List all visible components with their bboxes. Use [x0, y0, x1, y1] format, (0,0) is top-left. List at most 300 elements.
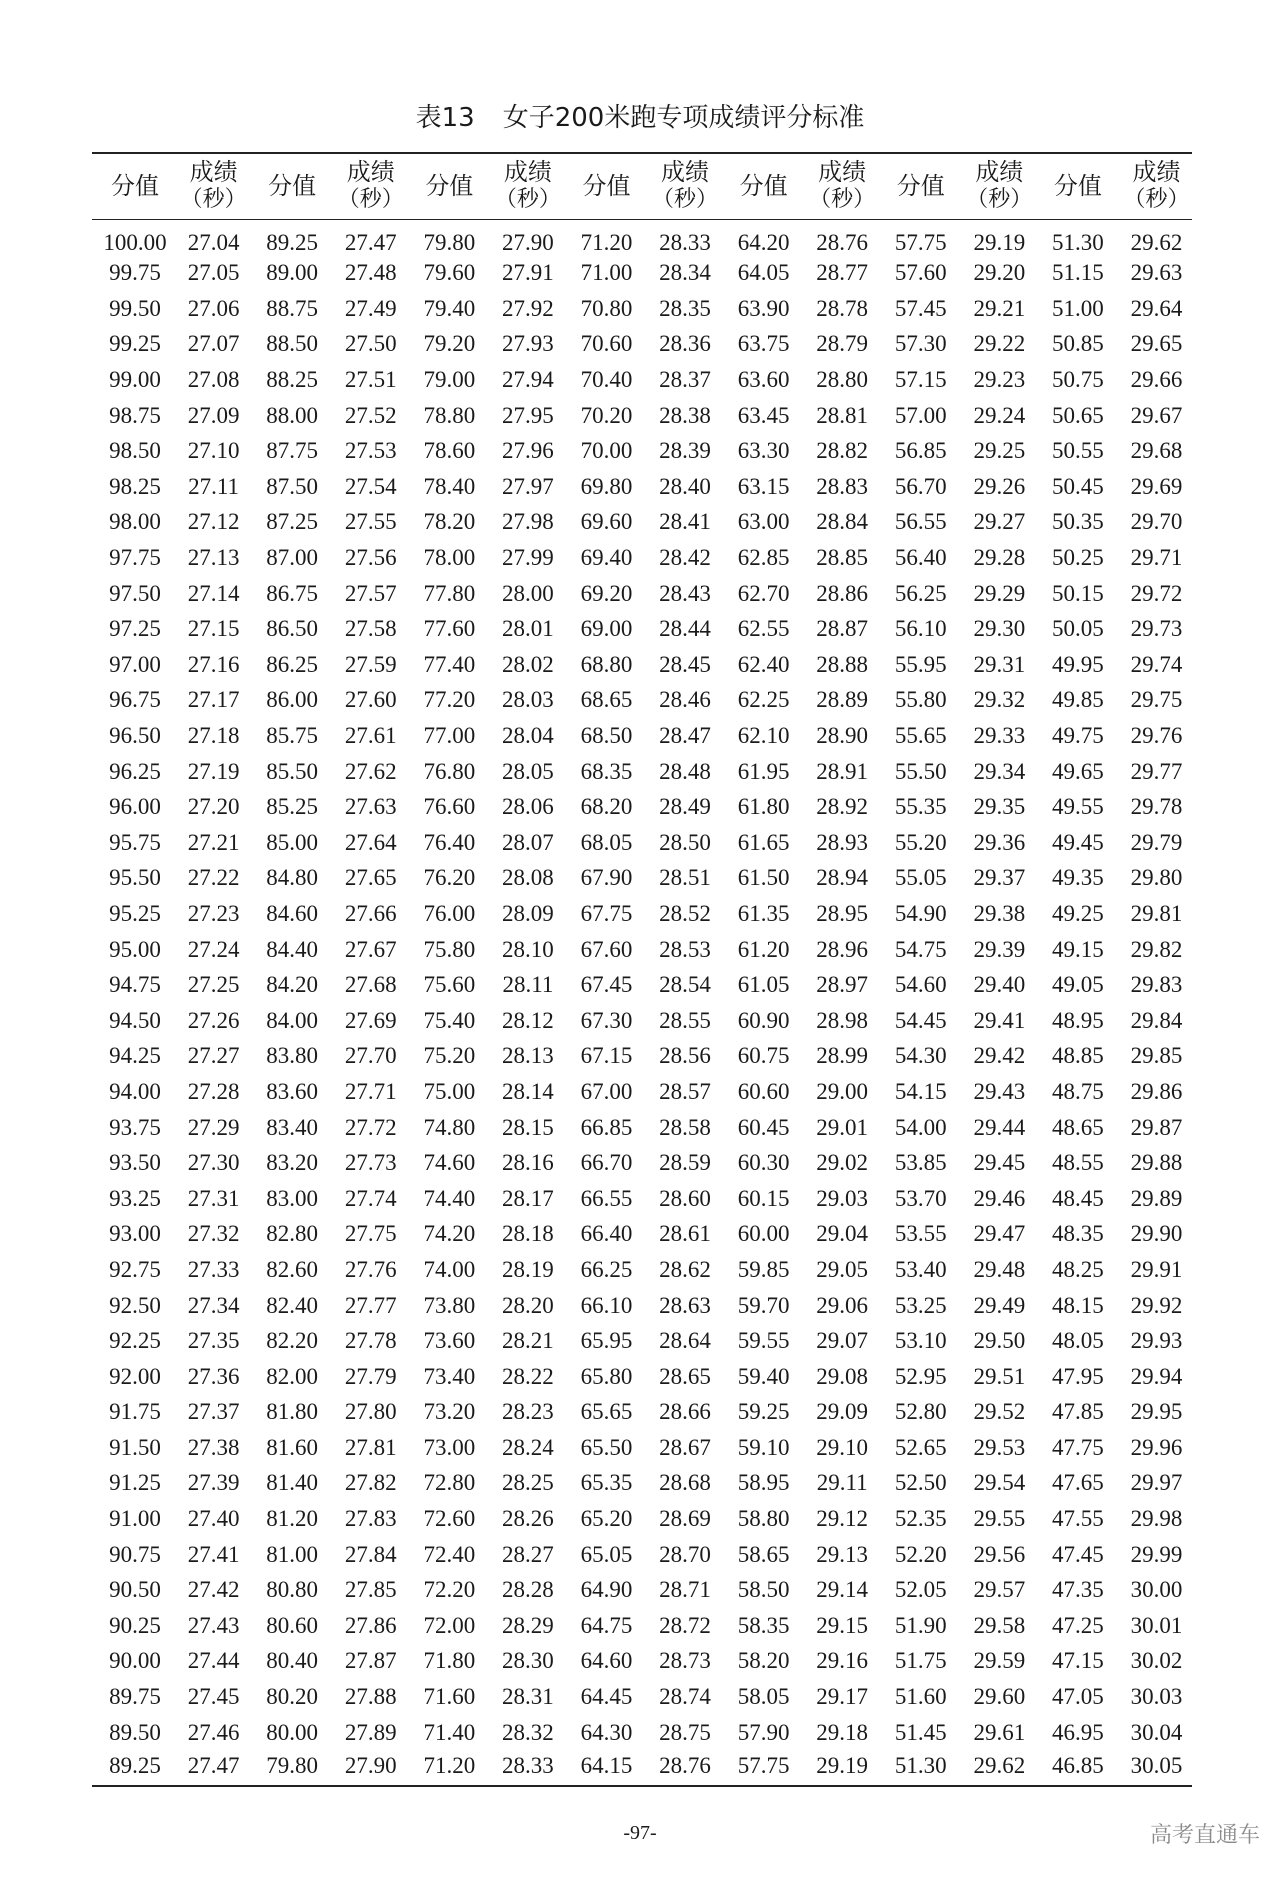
time-cell: 29.45	[973, 1150, 1026, 1176]
header-score: 分值	[92, 153, 178, 219]
time-cell: 28.69	[659, 1506, 711, 1532]
time-cell: 29.51	[973, 1363, 1026, 1389]
time-cell: 29.18	[816, 1719, 869, 1745]
score-cell: 50.75	[1052, 367, 1104, 393]
score-cell: 82.00	[266, 1363, 319, 1389]
score-cell: 87.50	[266, 473, 319, 499]
table-body	[92, 219, 1192, 1786]
time-cell: 29.52	[973, 1399, 1026, 1425]
score-cell: 83.80	[266, 1043, 319, 1069]
score-cell: 65.80	[580, 1363, 633, 1389]
time-cell: 29.26	[973, 473, 1026, 499]
score-cell: 50.05	[1052, 616, 1104, 642]
score-cell: 79.20	[423, 331, 476, 357]
time-cell: 29.25	[973, 438, 1026, 464]
score-cell: 94.50	[109, 1007, 161, 1033]
score-cell: 61.95	[737, 758, 790, 784]
time-cell: 28.71	[659, 1577, 711, 1603]
time-cell: 27.24	[187, 936, 240, 962]
time-cell: 28.09	[502, 900, 554, 926]
time-cell: 27.04	[187, 229, 240, 255]
score-cell: 50.65	[1052, 402, 1104, 428]
time-cell: 29.91	[1130, 1256, 1183, 1282]
time-cell: 27.19	[187, 758, 240, 784]
score-cell: 97.00	[109, 651, 161, 677]
score-cell: 97.75	[109, 545, 161, 571]
table-row	[92, 327, 1192, 363]
time-cell: 29.01	[816, 1114, 869, 1140]
time-cell: 28.76	[650, 1750, 721, 1786]
score-cell: 91.75	[109, 1399, 161, 1425]
time-cell: 28.41	[659, 509, 711, 535]
header-score: 分值	[878, 153, 964, 219]
score-cell: 96.25	[109, 758, 161, 784]
time-cell: 28.78	[816, 295, 869, 321]
score-cell: 48.95	[1052, 1007, 1104, 1033]
score-cell: 85.00	[266, 829, 319, 855]
time-cell: 28.04	[502, 723, 554, 749]
score-cell: 60.30	[737, 1150, 790, 1176]
score-cell: 81.20	[266, 1506, 319, 1532]
score-cell: 66.25	[580, 1256, 633, 1282]
time-cell: 28.03	[502, 687, 554, 713]
time-cell: 29.49	[973, 1292, 1026, 1318]
score-cell: 77.80	[423, 580, 476, 606]
score-cell: 74.00	[423, 1256, 476, 1282]
time-cell: 27.61	[344, 723, 397, 749]
score-cell: 92.00	[109, 1363, 161, 1389]
time-cell: 28.14	[502, 1078, 554, 1104]
table-row	[92, 789, 1192, 825]
score-cell: 56.25	[894, 580, 947, 606]
score-cell: 65.50	[580, 1434, 633, 1460]
time-cell: 28.48	[659, 758, 711, 784]
time-cell: 29.37	[973, 865, 1026, 891]
score-cell: 57.60	[894, 260, 947, 286]
time-cell: 28.18	[502, 1221, 554, 1247]
score-cell: 61.50	[737, 865, 790, 891]
time-cell: 29.88	[1130, 1150, 1183, 1176]
header-result: 成绩 （秒）	[335, 153, 406, 219]
time-cell: 28.84	[816, 509, 869, 535]
score-cell: 78.60	[423, 438, 476, 464]
score-cell: 95.00	[109, 936, 161, 962]
score-cell: 66.55	[580, 1185, 633, 1211]
time-cell: 30.00	[1130, 1577, 1183, 1603]
score-cell: 79.40	[423, 295, 476, 321]
time-cell: 28.21	[502, 1328, 554, 1354]
score-cell: 74.80	[423, 1114, 476, 1140]
score-cell: 82.40	[266, 1292, 319, 1318]
time-cell: 27.90	[502, 229, 554, 255]
time-cell: 29.27	[973, 509, 1026, 535]
score-cell: 49.95	[1052, 651, 1104, 677]
score-cell: 74.40	[423, 1185, 476, 1211]
score-cell: 89.50	[109, 1719, 161, 1745]
table-row	[92, 1217, 1192, 1253]
score-cell: 61.05	[737, 972, 790, 998]
score-cell: 87.75	[266, 438, 319, 464]
table-row	[92, 1145, 1192, 1181]
header-score: 分值	[249, 153, 335, 219]
score-cell: 81.80	[266, 1399, 319, 1425]
time-cell: 27.13	[187, 545, 240, 571]
score-cell: 55.80	[894, 687, 947, 713]
time-cell: 28.47	[659, 723, 711, 749]
time-cell: 27.83	[344, 1506, 397, 1532]
score-cell: 85.25	[266, 794, 319, 820]
score-cell: 72.00	[423, 1612, 476, 1638]
score-cell: 52.20	[894, 1541, 947, 1567]
score-cell: 61.80	[737, 794, 790, 820]
time-cell: 29.48	[973, 1256, 1026, 1282]
score-cell: 84.00	[266, 1007, 319, 1033]
score-cell: 71.80	[423, 1648, 476, 1674]
table-row	[92, 1750, 1192, 1786]
score-cell: 77.20	[423, 687, 476, 713]
time-cell: 28.60	[659, 1185, 711, 1211]
score-cell: 66.40	[580, 1221, 633, 1247]
score-cell: 57.45	[894, 295, 947, 321]
time-cell: 28.37	[659, 367, 711, 393]
score-cell: 63.45	[737, 402, 790, 428]
time-cell: 28.83	[816, 473, 869, 499]
time-cell: 29.06	[816, 1292, 869, 1318]
time-cell: 29.69	[1130, 473, 1183, 499]
score-cell: 95.25	[109, 900, 161, 926]
time-cell: 28.54	[659, 972, 711, 998]
time-cell: 29.53	[973, 1434, 1026, 1460]
time-cell: 28.98	[816, 1007, 869, 1033]
time-cell: 29.13	[816, 1541, 869, 1567]
time-cell: 29.31	[973, 651, 1026, 677]
time-cell: 28.38	[659, 402, 711, 428]
time-cell: 29.64	[1130, 295, 1183, 321]
score-cell: 85.50	[266, 758, 319, 784]
score-cell: 51.45	[894, 1719, 947, 1745]
time-cell: 27.79	[344, 1363, 397, 1389]
time-cell: 27.68	[344, 972, 397, 998]
time-cell: 27.93	[502, 331, 554, 357]
time-cell: 27.18	[187, 723, 240, 749]
score-cell: 78.20	[423, 509, 476, 535]
time-cell: 29.35	[973, 794, 1026, 820]
time-cell: 27.05	[187, 260, 240, 286]
table-row	[92, 1466, 1192, 1502]
time-cell: 29.08	[816, 1363, 869, 1389]
score-cell: 60.45	[737, 1114, 790, 1140]
time-cell: 29.85	[1130, 1043, 1183, 1069]
score-cell: 59.85	[737, 1256, 790, 1282]
score-cell: 50.15	[1052, 580, 1104, 606]
score-cell: 80.40	[266, 1648, 319, 1674]
score-cell: 63.60	[737, 367, 790, 393]
score-cell: 65.20	[580, 1506, 633, 1532]
score-cell: 100.00	[103, 229, 167, 255]
score-cell: 47.85	[1052, 1399, 1104, 1425]
score-cell: 77.40	[423, 651, 476, 677]
time-cell: 29.70	[1130, 509, 1183, 535]
score-cell: 94.75	[109, 972, 161, 998]
score-cell: 76.40	[423, 829, 476, 855]
time-cell: 29.89	[1130, 1185, 1183, 1211]
score-cell: 52.50	[894, 1470, 947, 1496]
time-cell: 29.59	[973, 1648, 1026, 1674]
time-cell: 27.84	[344, 1541, 397, 1567]
time-cell: 27.35	[187, 1328, 240, 1354]
score-cell: 51.30	[1052, 229, 1104, 255]
time-cell: 29.19	[807, 1750, 878, 1786]
time-cell: 29.66	[1130, 367, 1183, 393]
time-cell: 29.19	[973, 229, 1026, 255]
time-cell: 29.71	[1130, 545, 1183, 571]
time-cell: 29.23	[973, 367, 1026, 393]
score-cell: 80.60	[266, 1612, 319, 1638]
score-cell: 76.60	[423, 794, 476, 820]
time-cell: 29.14	[816, 1577, 869, 1603]
time-cell: 27.76	[344, 1256, 397, 1282]
time-cell: 28.86	[816, 580, 869, 606]
score-cell: 95.75	[109, 829, 161, 855]
header-result: 成绩 （秒）	[964, 153, 1035, 219]
header-row	[92, 153, 1192, 219]
score-cell: 64.75	[580, 1612, 633, 1638]
score-cell: 48.75	[1052, 1078, 1104, 1104]
score-cell: 60.75	[737, 1043, 790, 1069]
score-cell: 53.70	[894, 1185, 947, 1211]
page-title	[0, 98, 1280, 138]
time-cell: 28.00	[502, 580, 554, 606]
score-cell: 64.20	[737, 229, 790, 255]
time-cell: 29.32	[973, 687, 1026, 713]
time-cell: 28.39	[659, 438, 711, 464]
score-cell: 86.25	[266, 651, 319, 677]
time-cell: 29.93	[1130, 1328, 1183, 1354]
time-cell: 28.22	[502, 1363, 554, 1389]
time-cell: 27.28	[187, 1078, 240, 1104]
time-cell: 28.36	[659, 331, 711, 357]
score-cell: 63.75	[737, 331, 790, 357]
time-cell: 28.07	[502, 829, 554, 855]
score-cell: 68.65	[580, 687, 633, 713]
time-cell: 27.34	[187, 1292, 240, 1318]
score-cell: 68.50	[580, 723, 633, 749]
score-cell: 83.40	[266, 1114, 319, 1140]
time-cell: 28.59	[659, 1150, 711, 1176]
score-cell: 98.50	[109, 438, 161, 464]
table-row	[92, 1537, 1192, 1573]
time-cell: 29.02	[816, 1150, 869, 1176]
score-cell: 49.55	[1052, 794, 1104, 820]
time-cell: 28.77	[816, 260, 869, 286]
table-row	[92, 1644, 1192, 1680]
table-row	[92, 576, 1192, 612]
time-cell: 29.57	[973, 1577, 1026, 1603]
score-cell: 62.25	[737, 687, 790, 713]
time-cell: 30.01	[1130, 1612, 1183, 1638]
time-cell: 27.97	[502, 473, 554, 499]
time-cell: 28.30	[502, 1648, 554, 1674]
time-cell: 27.43	[187, 1612, 240, 1638]
score-cell: 75.40	[423, 1007, 476, 1033]
score-cell: 96.75	[109, 687, 161, 713]
score-cell: 83.20	[266, 1150, 319, 1176]
time-cell: 27.65	[344, 865, 397, 891]
time-cell: 28.05	[502, 758, 554, 784]
score-cell: 69.00	[580, 616, 633, 642]
score-cell: 62.55	[737, 616, 790, 642]
score-cell: 76.80	[423, 758, 476, 784]
time-cell: 29.94	[1130, 1363, 1183, 1389]
score-cell: 56.85	[894, 438, 947, 464]
time-cell: 28.17	[502, 1185, 554, 1211]
score-cell: 47.15	[1052, 1648, 1104, 1674]
score-cell: 49.35	[1052, 865, 1104, 891]
score-cell: 61.65	[737, 829, 790, 855]
score-cell: 67.00	[580, 1078, 633, 1104]
score-cell: 46.95	[1052, 1719, 1104, 1745]
score-cell: 48.45	[1052, 1185, 1104, 1211]
watermark: 高考直通车	[1149, 1823, 1260, 1848]
time-cell: 28.91	[816, 758, 869, 784]
time-cell: 28.46	[659, 687, 711, 713]
time-cell: 29.39	[973, 936, 1026, 962]
time-cell: 27.15	[187, 616, 240, 642]
time-cell: 28.33	[659, 229, 711, 255]
time-cell: 29.83	[1130, 972, 1183, 998]
score-cell: 50.85	[1052, 331, 1104, 357]
score-cell: 78.40	[423, 473, 476, 499]
score-cell: 56.40	[894, 545, 947, 571]
table-title: 女子200米跑专项成绩评分标准	[502, 103, 865, 133]
time-cell: 28.85	[816, 545, 869, 571]
score-cell: 52.35	[894, 1506, 947, 1532]
time-cell: 29.60	[973, 1684, 1026, 1710]
table-row	[92, 256, 1192, 292]
time-cell: 29.92	[1130, 1292, 1183, 1318]
time-cell: 27.22	[187, 865, 240, 891]
time-cell: 28.49	[659, 794, 711, 820]
time-cell: 28.62	[659, 1256, 711, 1282]
time-cell: 28.02	[502, 651, 554, 677]
score-cell: 51.30	[878, 1750, 964, 1786]
score-cell: 89.00	[266, 260, 319, 286]
time-cell: 28.19	[502, 1256, 554, 1282]
score-cell: 94.25	[109, 1043, 161, 1069]
time-cell: 29.99	[1130, 1541, 1183, 1567]
score-cell: 60.90	[737, 1007, 790, 1033]
table-row	[92, 433, 1192, 469]
score-cell: 57.75	[894, 229, 947, 255]
time-cell: 28.72	[659, 1612, 711, 1638]
score-cell: 91.25	[109, 1470, 161, 1496]
time-cell: 29.07	[816, 1328, 869, 1354]
time-cell: 29.41	[973, 1007, 1026, 1033]
time-cell: 28.90	[816, 723, 869, 749]
time-cell: 27.71	[344, 1078, 397, 1104]
time-cell: 27.69	[344, 1007, 397, 1033]
score-cell: 71.60	[423, 1684, 476, 1710]
score-cell: 78.00	[423, 545, 476, 571]
time-cell: 27.11	[188, 473, 240, 499]
time-cell: 28.27	[502, 1541, 554, 1567]
score-cell: 81.40	[266, 1470, 319, 1496]
score-cell: 53.55	[894, 1221, 947, 1247]
score-cell: 49.45	[1052, 829, 1104, 855]
time-cell: 29.67	[1130, 402, 1183, 428]
time-cell: 29.09	[816, 1399, 869, 1425]
time-cell: 29.34	[973, 758, 1026, 784]
score-cell: 58.20	[737, 1648, 790, 1674]
time-cell: 28.99	[816, 1043, 869, 1069]
score-cell: 98.75	[109, 402, 161, 428]
table-row	[92, 1715, 1192, 1751]
time-cell: 29.36	[973, 829, 1026, 855]
score-cell: 74.20	[423, 1221, 476, 1247]
score-cell: 54.30	[894, 1043, 947, 1069]
score-cell: 80.20	[266, 1684, 319, 1710]
score-cell: 58.05	[737, 1684, 790, 1710]
score-cell: 64.15	[563, 1750, 649, 1786]
time-cell: 27.92	[502, 295, 554, 321]
score-cell: 90.00	[109, 1648, 161, 1674]
score-cell: 53.10	[894, 1328, 947, 1354]
time-cell: 29.79	[1130, 829, 1183, 855]
time-cell: 27.10	[187, 438, 240, 464]
table-row	[92, 967, 1192, 1003]
time-cell: 29.43	[973, 1078, 1026, 1104]
table-row	[92, 896, 1192, 932]
score-cell: 64.05	[737, 260, 790, 286]
time-cell: 29.81	[1130, 900, 1183, 926]
score-cell: 96.00	[109, 794, 161, 820]
score-cell: 76.20	[423, 865, 476, 891]
table-row	[92, 647, 1192, 683]
score-cell: 72.40	[423, 1541, 476, 1567]
time-cell: 27.33	[187, 1256, 240, 1282]
score-cell: 59.10	[737, 1434, 790, 1460]
table-row	[92, 825, 1192, 861]
time-cell: 29.62	[1130, 229, 1183, 255]
score-cell: 48.65	[1052, 1114, 1104, 1140]
score-cell: 72.20	[423, 1577, 476, 1603]
score-cell: 55.20	[894, 829, 947, 855]
time-cell: 27.60	[344, 687, 397, 713]
score-cell: 82.80	[266, 1221, 319, 1247]
table-row	[92, 1288, 1192, 1324]
score-cell: 86.75	[266, 580, 319, 606]
score-cell: 48.55	[1052, 1150, 1104, 1176]
time-cell: 27.37	[187, 1399, 240, 1425]
score-cell: 70.60	[580, 331, 633, 357]
time-cell: 27.59	[344, 651, 397, 677]
time-cell: 27.64	[344, 829, 397, 855]
table-row	[92, 219, 1192, 256]
time-cell: 30.05	[1121, 1750, 1192, 1786]
score-cell: 88.75	[266, 295, 319, 321]
time-cell: 27.46	[187, 1719, 240, 1745]
score-cell: 99.50	[109, 295, 161, 321]
score-cell: 93.25	[109, 1185, 161, 1211]
score-cell: 90.50	[109, 1577, 161, 1603]
score-cell: 69.20	[580, 580, 633, 606]
time-cell: 28.70	[659, 1541, 711, 1567]
time-cell: 28.50	[659, 829, 711, 855]
time-cell: 28.53	[659, 936, 711, 962]
time-cell: 29.04	[816, 1221, 869, 1247]
time-cell: 28.10	[502, 936, 554, 962]
score-cell: 57.30	[894, 331, 947, 357]
